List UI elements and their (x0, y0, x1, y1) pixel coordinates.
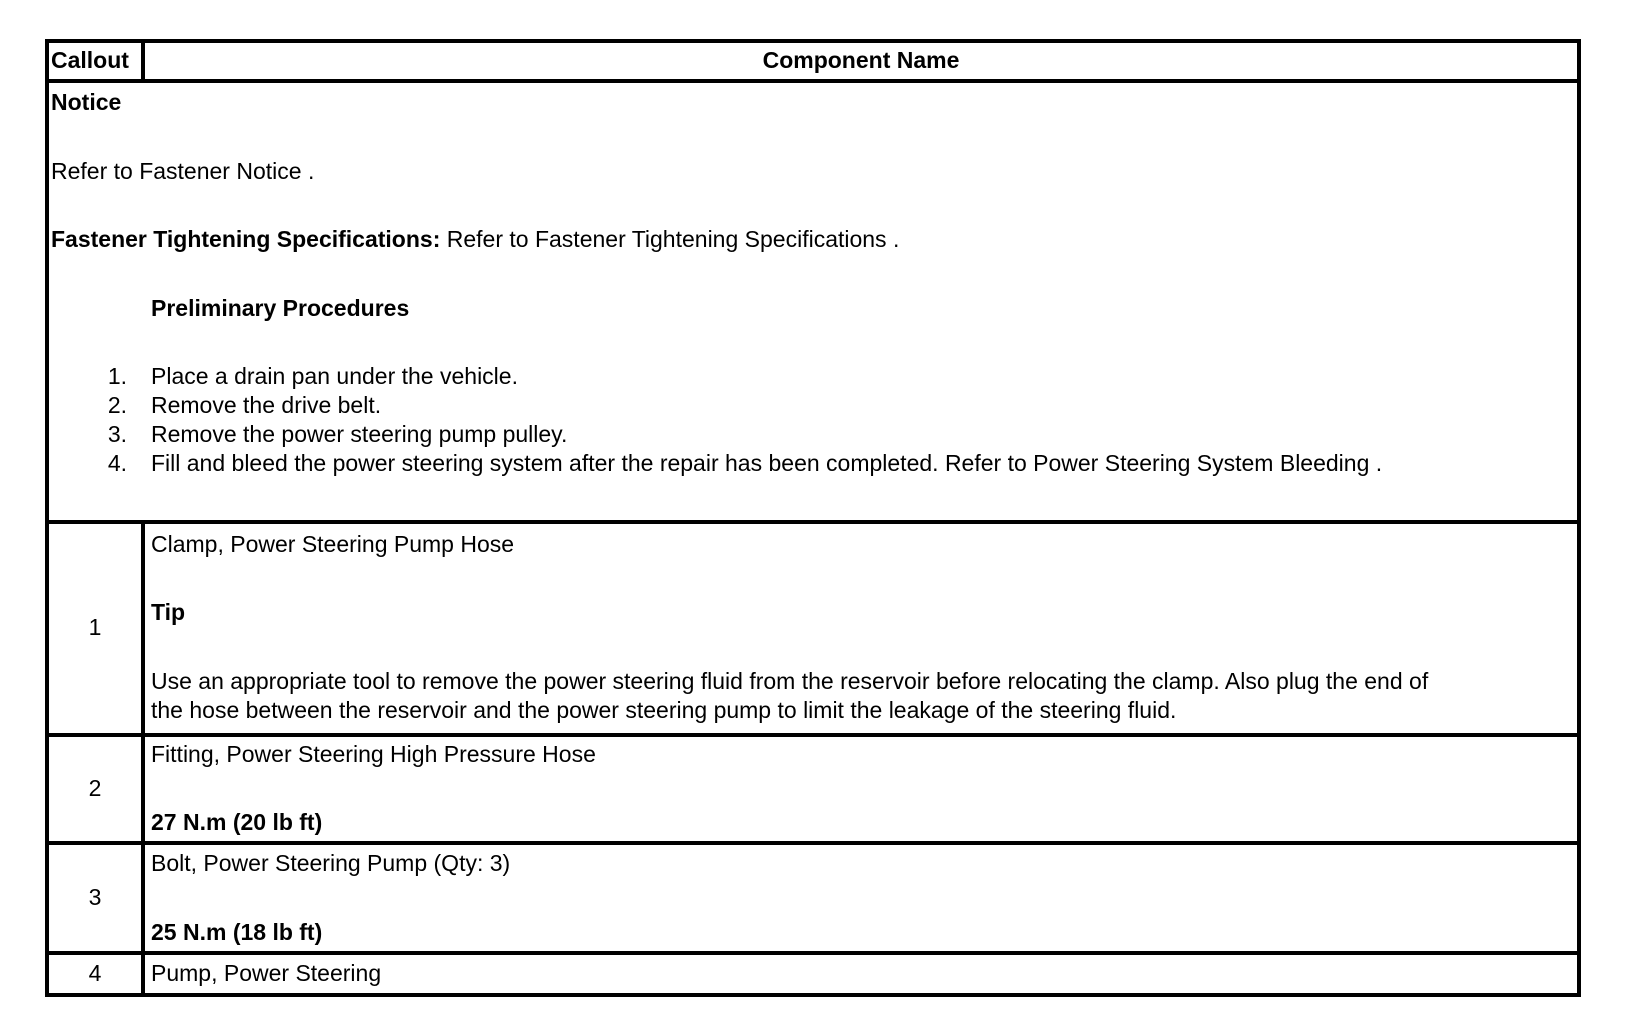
column-divider (141, 520, 145, 997)
row-4-name: Pump, Power Steering (151, 960, 382, 986)
row-1-tip-line: Use an appropriate tool to remove the power steering fluid from the reservoir before relocating the clamp. Also plug the end of (151, 668, 1429, 694)
row-2-callout: 2 (88, 775, 102, 801)
row-divider (45, 733, 1581, 737)
step-text: Place a drain pan under the vehicle. (151, 363, 518, 389)
component-table (45, 39, 1581, 997)
header-component-name: Component Name (762, 47, 960, 73)
step-text: Remove the drive belt. (151, 392, 382, 418)
row-1-tip-line: the hose between the reservoir and the power steering pump to limit the leakage of the steering fluid. (151, 697, 1177, 723)
preliminary-procedures-heading: Preliminary Procedures (151, 295, 410, 321)
row-1-name: Clamp, Power Steering Pump Hose (151, 531, 515, 557)
row-4-callout: 4 (88, 960, 102, 986)
row-2-torque: 27 N.m (20 lb ft) (151, 809, 323, 835)
header-callout: Callout (51, 47, 129, 73)
row-1-tip-label: Tip (151, 599, 186, 625)
step-number: 4. (107, 450, 127, 476)
row-3-name: Bolt, Power Steering Pump (Qty: 3) (151, 850, 511, 876)
step-text: Remove the power steering pump pulley. (151, 421, 568, 447)
row-divider (45, 951, 1581, 955)
row-2-name: Fitting, Power Steering High Pressure Hose (151, 741, 596, 767)
step-number: 1. (107, 363, 127, 389)
step-text: Fill and bleed the power steering system after the repair has been completed. Refer to Power Steering System Bleeding . (151, 450, 1383, 476)
fastener-spec-text: Refer to Fastener Tightening Specifications . (446, 226, 900, 252)
step-number: 2. (107, 392, 127, 418)
row-3-torque: 25 N.m (18 lb ft) (151, 919, 323, 945)
row-divider (45, 520, 1581, 524)
row-divider (45, 79, 1581, 83)
notice-text: Refer to Fastener Notice . (51, 158, 315, 184)
fastener-spec-line (51, 225, 899, 253)
row-1-callout: 1 (88, 614, 102, 640)
row-divider (45, 841, 1581, 845)
fastener-spec-label: Fastener Tightening Specifications: (51, 226, 441, 252)
notice-label: Notice (51, 89, 122, 115)
row-3-callout: 3 (88, 884, 102, 910)
step-number: 3. (107, 421, 127, 447)
